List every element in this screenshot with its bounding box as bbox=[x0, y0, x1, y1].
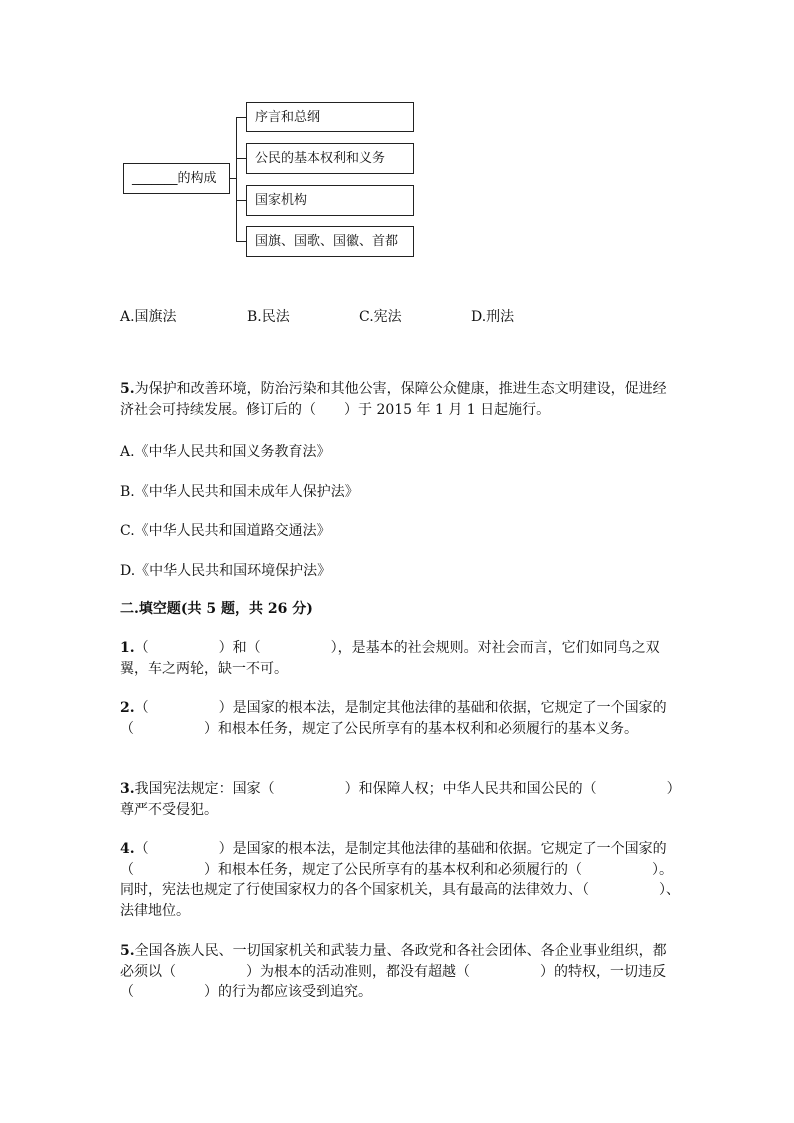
q4-option-b[interactable]: B.民法 bbox=[247, 309, 290, 325]
connector-vertical bbox=[236, 117, 237, 241]
diagram-branch-box bbox=[246, 102, 414, 132]
fill-question-5 bbox=[120, 941, 680, 1003]
fill-question-2 bbox=[120, 698, 680, 739]
fill-question-1 bbox=[120, 638, 680, 679]
question-number: 1. bbox=[120, 640, 135, 656]
q5-number: 5. bbox=[120, 381, 135, 397]
q5-question bbox=[120, 379, 680, 420]
diagram-branch-label: 国家机构 bbox=[255, 193, 308, 208]
fill-question-3 bbox=[120, 779, 680, 820]
q5-option-b[interactable]: B.《中华人民共和国未成年人保护法》 bbox=[120, 484, 359, 500]
question-number: 2. bbox=[120, 700, 135, 716]
diagram-branch-label: 序言和总纲 bbox=[255, 109, 321, 125]
q5-option-d[interactable]: D.《中华人民共和国环境保护法》 bbox=[120, 563, 332, 579]
question-text: （ ）和（ ），是基本的社会规则。对社会而言，它们如同鸟之双翼，车之两轮，缺一不可。 bbox=[120, 640, 660, 677]
connector-branch-4 bbox=[236, 241, 246, 242]
fill-question-4 bbox=[120, 839, 680, 921]
diagram-branch-box bbox=[246, 143, 414, 174]
question-text: （ ）是国家的根本法，是制定其他法律的基础和依据，它规定了一个国家的（ ）和根本任务，规定了公民所享有的基本权利和必须履行的基本义务。 bbox=[120, 700, 667, 737]
question-text: 全国各族人民、一切国家机关和武装力量、各政党和各社会团体、各企业事业组织，都必须以（ ）为根本的活动准则，都没有超越（ ）的特权，一切违反（ ）的行为都应该受到追究。 bbox=[120, 943, 667, 1000]
diagram-branch-box bbox=[246, 226, 414, 257]
q4-option-d[interactable]: D.刑法 bbox=[471, 309, 515, 325]
diagram-branch-label: 公民的基本权利和义务 bbox=[255, 151, 386, 166]
connector-branch-2 bbox=[236, 158, 246, 159]
q5-text: 为保护和改善环境，防治污染和其他公害，保障公众健康，推进生态文明建设，促进经济社会可持续发展。修订后的（ ）于 2015 年 1 月 1 日起施行。 bbox=[120, 381, 667, 418]
question-text: （ ）是国家的根本法，是制定其他法律的基础和依据。它规定了一个国家的（ ）和根本任务，规定了公民所享有的基本权利和必须履行的（ ）。同时，宪法也规定了行使国家权力的各个国家机关，具有最高的法律效力、（ ）、法律地位。 bbox=[120, 841, 680, 919]
question-number: 4. bbox=[120, 841, 135, 857]
q4-option-a[interactable]: A.国旗法 bbox=[120, 309, 177, 325]
question-text: 我国宪法规定：国家（ ）和保障人权；中华人民共和国公民的（ ）尊严不受侵犯。 bbox=[120, 781, 674, 818]
question-number: 3. bbox=[120, 781, 135, 797]
section-heading: 二.填空题(共 5 题，共 26 分) bbox=[120, 601, 313, 617]
diagram-center-box bbox=[123, 163, 230, 194]
question-number: 5. bbox=[120, 943, 135, 959]
diagram-center-label: _______的构成 bbox=[132, 171, 217, 186]
q5-option-c[interactable]: C.《中华人民共和国道路交通法》 bbox=[120, 523, 331, 539]
q5-option-a[interactable]: A.《中华人民共和国义务教育法》 bbox=[120, 444, 331, 460]
q4-option-c[interactable]: C.宪法 bbox=[359, 309, 402, 325]
diagram-branch-label: 国旗、国歌、国徽、首都 bbox=[255, 234, 399, 249]
connector-branch-1 bbox=[236, 117, 246, 118]
connector-branch-3 bbox=[236, 200, 246, 201]
diagram-branch-box bbox=[246, 185, 414, 216]
